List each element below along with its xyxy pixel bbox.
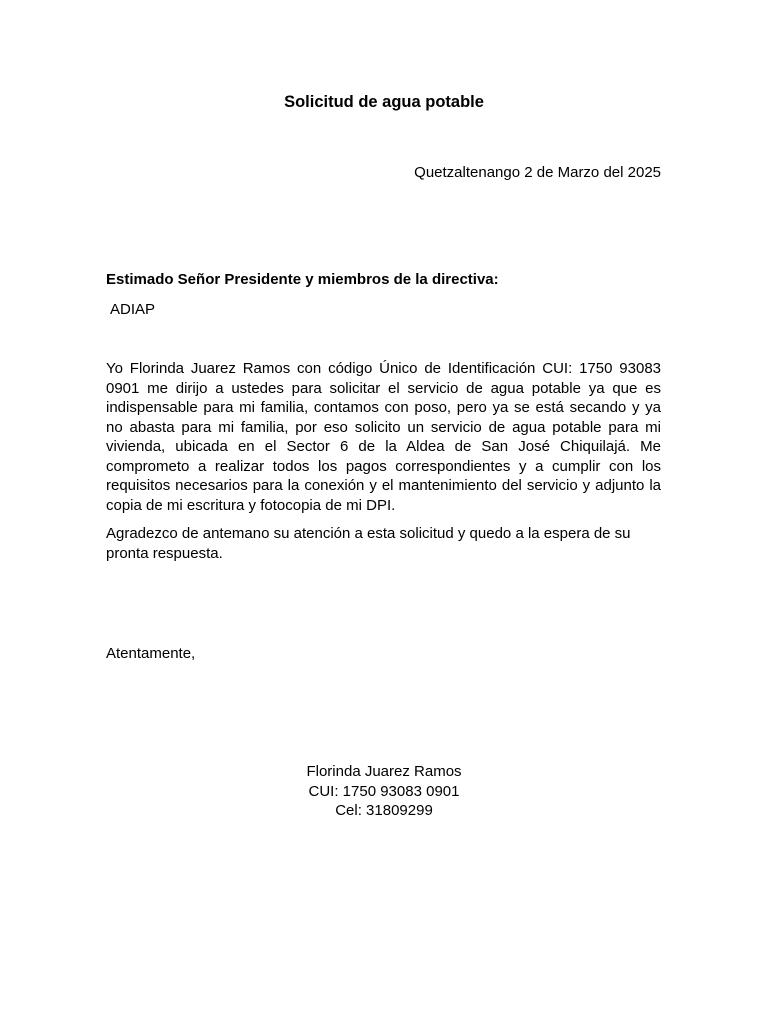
- signature-block: [0, 762, 768, 821]
- letter-title: Solicitud de agua potable: [284, 93, 484, 111]
- greeting: Estimado Señor Presidente y miembros de la directiva:: [106, 271, 499, 288]
- body-paragraph-request: Yo Florinda Juarez Ramos con código Único de Identificación CUI: 1750 93083 0901 me dirijo a ustedes para solicitar el servicio de agua potable ya que es indispensable para mi familia, contamos con poso, pero ya se está secando y ya no abasta para mi familia, por eso solicito un servicio de agua potable para mi vivienda, ubicada en el Sector 6 de la Aldea de San José Chiquilajá. Me comprometo a realizar todos los pagos correspondientes y a cumplir con los requisitos necesarios para la conexión y el mantenimiento del servicio y adjunto la copia de mi escritura y fotocopia de mi DPI.: [106, 360, 661, 514]
- closing: Atentamente,: [106, 645, 196, 662]
- signature-cui: CUI: 1750 93083 0901: [308, 782, 460, 800]
- organization-name: ADIAP: [110, 301, 156, 318]
- signature-phone: Cel: 31809299: [335, 802, 433, 819]
- date-line: Quetzaltenango 2 de Marzo del 2025: [414, 164, 661, 181]
- signature-name: Florinda Juarez Ramos: [306, 763, 462, 780]
- body-paragraph-thanks: Agradezco de antemano su atención a esta solicitud y quedo a la espera de su pronta respuesta.: [106, 525, 631, 562]
